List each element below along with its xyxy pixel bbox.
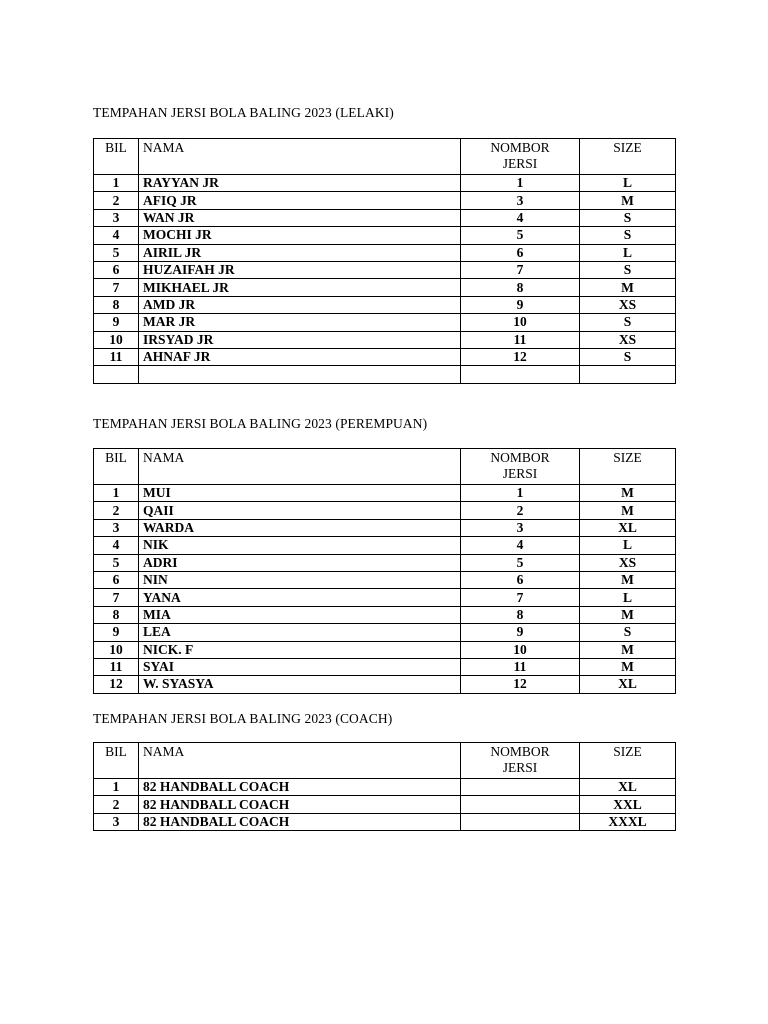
cell-nombor-jersi: 7 <box>461 589 580 606</box>
cell-nama: NIN <box>139 571 461 588</box>
header-nombor-line1: NOMBOR <box>490 140 550 155</box>
cell-nama: YANA <box>139 589 461 606</box>
cell-bil: 12 <box>94 676 139 693</box>
table-row <box>94 314 676 331</box>
cell-size: XL <box>580 779 676 796</box>
cell-bil: 8 <box>94 606 139 623</box>
header-nama: NAMA <box>139 743 461 779</box>
table-row <box>94 175 676 192</box>
cell-bil: 1 <box>94 485 139 502</box>
header-nama: NAMA <box>139 139 461 175</box>
cell-nombor-jersi: 4 <box>461 537 580 554</box>
cell-size: L <box>580 589 676 606</box>
cell-nombor-jersi: 11 <box>461 658 580 675</box>
cell-nombor-jersi: 1 <box>461 485 580 502</box>
cell-nama: HUZAIFAH JR <box>139 261 461 278</box>
cell-bil: 4 <box>94 227 139 244</box>
cell-size: M <box>580 279 676 296</box>
cell-nama: MIKHAEL JR <box>139 279 461 296</box>
cell-size: XS <box>580 554 676 571</box>
header-nama: NAMA <box>139 449 461 485</box>
cell-nama: SYAI <box>139 658 461 675</box>
cell-nama: AMD JR <box>139 296 461 313</box>
cell-size: S <box>580 261 676 278</box>
header-nombor-jersi <box>461 139 580 175</box>
header-bil: BIL <box>94 449 139 485</box>
table-row <box>94 796 676 813</box>
cell-size <box>580 366 676 383</box>
table-row <box>94 606 676 623</box>
cell-size: M <box>580 192 676 209</box>
table-row <box>94 519 676 536</box>
cell-bil: 7 <box>94 279 139 296</box>
cell-bil: 8 <box>94 296 139 313</box>
cell-bil: 2 <box>94 796 139 813</box>
cell-nombor-jersi <box>461 779 580 796</box>
table-row <box>94 554 676 571</box>
cell-bil: 11 <box>94 658 139 675</box>
cell-bil: 3 <box>94 209 139 226</box>
cell-bil: 3 <box>94 813 139 830</box>
cell-nama: AFIQ JR <box>139 192 461 209</box>
cell-nombor-jersi: 1 <box>461 175 580 192</box>
cell-size: S <box>580 314 676 331</box>
section-perempuan <box>93 415 675 694</box>
cell-size: L <box>580 175 676 192</box>
cell-nombor-jersi: 9 <box>461 296 580 313</box>
table-row <box>94 348 676 365</box>
table-lelaki <box>93 138 676 384</box>
cell-size: S <box>580 348 676 365</box>
cell-nombor-jersi: 3 <box>461 519 580 536</box>
cell-nama: WARDA <box>139 519 461 536</box>
cell-size: XL <box>580 519 676 536</box>
cell-bil: 6 <box>94 571 139 588</box>
cell-nama: 82 HANDBALL COACH <box>139 796 461 813</box>
table-perempuan <box>93 448 676 694</box>
cell-nombor-jersi <box>461 796 580 813</box>
section-lelaki <box>93 104 675 384</box>
cell-bil: 5 <box>94 244 139 261</box>
cell-nombor-jersi: 5 <box>461 554 580 571</box>
cell-nama: 82 HANDBALL COACH <box>139 813 461 830</box>
cell-size: M <box>580 641 676 658</box>
cell-nama: W. SYASYA <box>139 676 461 693</box>
cell-size: XL <box>580 676 676 693</box>
header-bil: BIL <box>94 139 139 175</box>
cell-nama: AHNAF JR <box>139 348 461 365</box>
cell-bil: 11 <box>94 348 139 365</box>
cell-nombor-jersi: 6 <box>461 571 580 588</box>
table-row <box>94 227 676 244</box>
cell-size: S <box>580 227 676 244</box>
cell-nombor-jersi: 2 <box>461 502 580 519</box>
cell-nombor-jersi: 12 <box>461 676 580 693</box>
cell-nama: LEA <box>139 624 461 641</box>
cell-bil: 2 <box>94 502 139 519</box>
cell-size: M <box>580 606 676 623</box>
cell-bil: 10 <box>94 331 139 348</box>
table-row <box>94 192 676 209</box>
cell-bil: 3 <box>94 519 139 536</box>
cell-nombor-jersi: 12 <box>461 348 580 365</box>
cell-nombor-jersi: 10 <box>461 641 580 658</box>
cell-nama: 82 HANDBALL COACH <box>139 779 461 796</box>
cell-size: L <box>580 244 676 261</box>
header-nombor-jersi <box>461 449 580 485</box>
cell-size: M <box>580 658 676 675</box>
header-size: SIZE <box>580 743 676 779</box>
section-title-lelaki: TEMPAHAN JERSI BOLA BALING 2023 (LELAKI) <box>93 105 394 120</box>
cell-nombor-jersi: 11 <box>461 331 580 348</box>
cell-nama: NIK <box>139 537 461 554</box>
table-row <box>94 571 676 588</box>
table-row <box>94 366 676 383</box>
table-row <box>94 779 676 796</box>
table-row <box>94 279 676 296</box>
cell-size: M <box>580 485 676 502</box>
cell-nombor-jersi: 6 <box>461 244 580 261</box>
section-coach <box>93 710 675 831</box>
header-nombor-line2: JERSI <box>502 156 538 171</box>
table-row <box>94 261 676 278</box>
table-row <box>94 537 676 554</box>
cell-bil: 2 <box>94 192 139 209</box>
cell-nombor-jersi: 4 <box>461 209 580 226</box>
header-nombor-line2: JERSI <box>502 466 538 481</box>
cell-bil: 4 <box>94 537 139 554</box>
cell-bil: 7 <box>94 589 139 606</box>
cell-nama: MOCHI JR <box>139 227 461 244</box>
cell-nombor-jersi: 8 <box>461 279 580 296</box>
table-row <box>94 589 676 606</box>
table-header-row <box>94 139 676 175</box>
header-nombor-line2: JERSI <box>502 760 538 775</box>
section-title-perempuan: TEMPAHAN JERSI BOLA BALING 2023 (PEREMPUAN) <box>93 416 428 431</box>
cell-nama: RAYYAN JR <box>139 175 461 192</box>
cell-size: XXL <box>580 796 676 813</box>
cell-nama: MUI <box>139 485 461 502</box>
table-row <box>94 331 676 348</box>
table-row <box>94 296 676 313</box>
cell-nombor-jersi: 3 <box>461 192 580 209</box>
table-row <box>94 244 676 261</box>
cell-nama: WAN JR <box>139 209 461 226</box>
cell-nama: QAII <box>139 502 461 519</box>
cell-nombor-jersi <box>461 366 580 383</box>
cell-bil: 10 <box>94 641 139 658</box>
cell-bil: 9 <box>94 314 139 331</box>
header-nombor-line1: NOMBOR <box>490 450 550 465</box>
table-row <box>94 676 676 693</box>
header-size: SIZE <box>580 449 676 485</box>
cell-size: S <box>580 209 676 226</box>
cell-nama: MAR JR <box>139 314 461 331</box>
cell-nama: NICK. F <box>139 641 461 658</box>
cell-nama: MIA <box>139 606 461 623</box>
cell-bil: 6 <box>94 261 139 278</box>
cell-nombor-jersi: 10 <box>461 314 580 331</box>
table-row <box>94 624 676 641</box>
cell-size: M <box>580 502 676 519</box>
table-row <box>94 485 676 502</box>
cell-bil: 9 <box>94 624 139 641</box>
table-header-row <box>94 449 676 485</box>
cell-size: L <box>580 537 676 554</box>
cell-nama: AIRIL JR <box>139 244 461 261</box>
header-nombor-line1: NOMBOR <box>490 744 550 759</box>
table-row <box>94 641 676 658</box>
table-row <box>94 813 676 830</box>
cell-nombor-jersi: 7 <box>461 261 580 278</box>
cell-size: S <box>580 624 676 641</box>
table-row <box>94 209 676 226</box>
cell-size: XXXL <box>580 813 676 830</box>
section-title-coach: TEMPAHAN JERSI BOLA BALING 2023 (COACH) <box>93 711 393 726</box>
table-row <box>94 502 676 519</box>
header-size: SIZE <box>580 139 676 175</box>
cell-nama: ADRI <box>139 554 461 571</box>
cell-nombor-jersi <box>461 813 580 830</box>
header-nombor-jersi <box>461 743 580 779</box>
cell-bil: 5 <box>94 554 139 571</box>
cell-bil: 1 <box>94 779 139 796</box>
cell-nombor-jersi: 5 <box>461 227 580 244</box>
table-header-row <box>94 743 676 779</box>
cell-nombor-jersi: 8 <box>461 606 580 623</box>
header-bil: BIL <box>94 743 139 779</box>
cell-size: XS <box>580 296 676 313</box>
cell-size: M <box>580 571 676 588</box>
cell-size: XS <box>580 331 676 348</box>
table-row <box>94 658 676 675</box>
cell-bil <box>94 366 139 383</box>
cell-nama <box>139 366 461 383</box>
cell-nombor-jersi: 9 <box>461 624 580 641</box>
cell-bil: 1 <box>94 175 139 192</box>
cell-nama: IRSYAD JR <box>139 331 461 348</box>
table-coach <box>93 742 676 831</box>
